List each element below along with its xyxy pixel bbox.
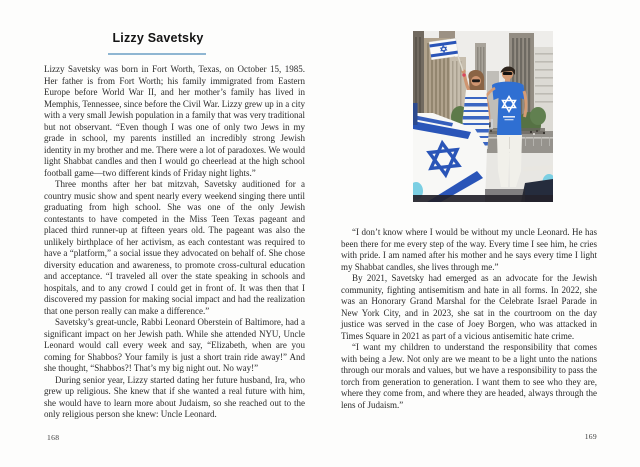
paragraph: Three months after her bat mitzvah, Savetsky auditioned for a country music show and spent nearly every weekend singing there until graduating from high school. She was one of the only Jewish contestants to have competed in the Miss Teen Texas pageant and placed third runner-up at fifteen years old. The pageant was also the unlikely birthplace of her activism, as each contestant was required to have a “platform,” a social issue they advocated on behalf of. She chose diversity education and awareness, to promote cross-cultural education and acceptance. “I traveled all over the state speaking in schools and hospitals, and to any crowd I could get in front of. It was then that I discovered my passion for making social impact and had the realization that one person really can make a difference.” — [44, 179, 305, 316]
paragraph: During senior year, Lizzy started dating her future husband, Ira, who grew up religious. She knew that if she wanted a real future with him, she would have to learn more about Judaism, so she reached out to the only religious person she knew: Uncle Leonard. — [44, 374, 305, 419]
paragraph: Lizzy Savetsky was born in Fort Worth, Texas, on October 15, 1985. Her father is from Fort Worth; his family immigrated from Eastern Europe before World War II, and her mother’s family has lived in Memphis, Tennessee, since before the Civil War. Lizzy grew up in a city with a very small Jewish population in a family that was very traditional but not observant. “Even though I was one of only two Jews in my grade in school, my parents instilled an incredibly strong Jewish identity in my brother and me. There were a lot of paradoxes. We would light Shabbat candles and then I would go cheerlead at the high school football game—two different kinds of Friday night lights.” — [44, 64, 305, 178]
paragraph: “I want my children to understand the responsibility that comes with being a Jew. Not only are we meant to be a light unto the nations through our morals and values, but we have a responsibility to pass the torch from generation to generation. I want them to see who they are, where they come from, and where they are headed, always through the lens of Judaism.” — [341, 342, 597, 410]
page-number-left: 168 — [47, 433, 60, 442]
left-page-body-text — [44, 64, 305, 421]
paragraph: “I don’t know where I would be without my uncle Leonard. He has been there for me every step of the way. Every time I see him, he cries with pride. I am named after his mother and he says every time I light my Shabbat candles, she lives through me.” — [341, 227, 597, 272]
chapter-title: Lizzy Savetsky — [112, 31, 204, 45]
paragraph: By 2021, Savetsky had emerged as an advocate for the Jewish community, fighting antisemitism and hate in all forms. In 2022, she was an Honorary Grand Marshal for the Celebrate Israel Parade in New York City, and in 2023, she sat in the courtroom on the day justice was served in the case of Joey Borgen, who was attacked in Times Square in 2021 as part of a vicious antisemitic hate crime. — [341, 273, 597, 341]
parade-photo — [413, 31, 553, 202]
page-number-right: 169 — [584, 432, 597, 441]
paragraph: Savetsky’s great-uncle, Rabbi Leonard Oberstein of Baltimore, had a significant impact on her Jewish path. While she attended NYU, Uncle Leonard would call every week and say, “Elizabeth, when are you coming for Shabbos? Your family is just a short train ride away!” And she thought, “Shabbos?! That’s my big night out. No way!” — [44, 317, 305, 373]
right-page-body-text — [341, 227, 597, 411]
title-underline-rule — [108, 53, 206, 55]
raised-israeli-flag — [429, 38, 458, 60]
